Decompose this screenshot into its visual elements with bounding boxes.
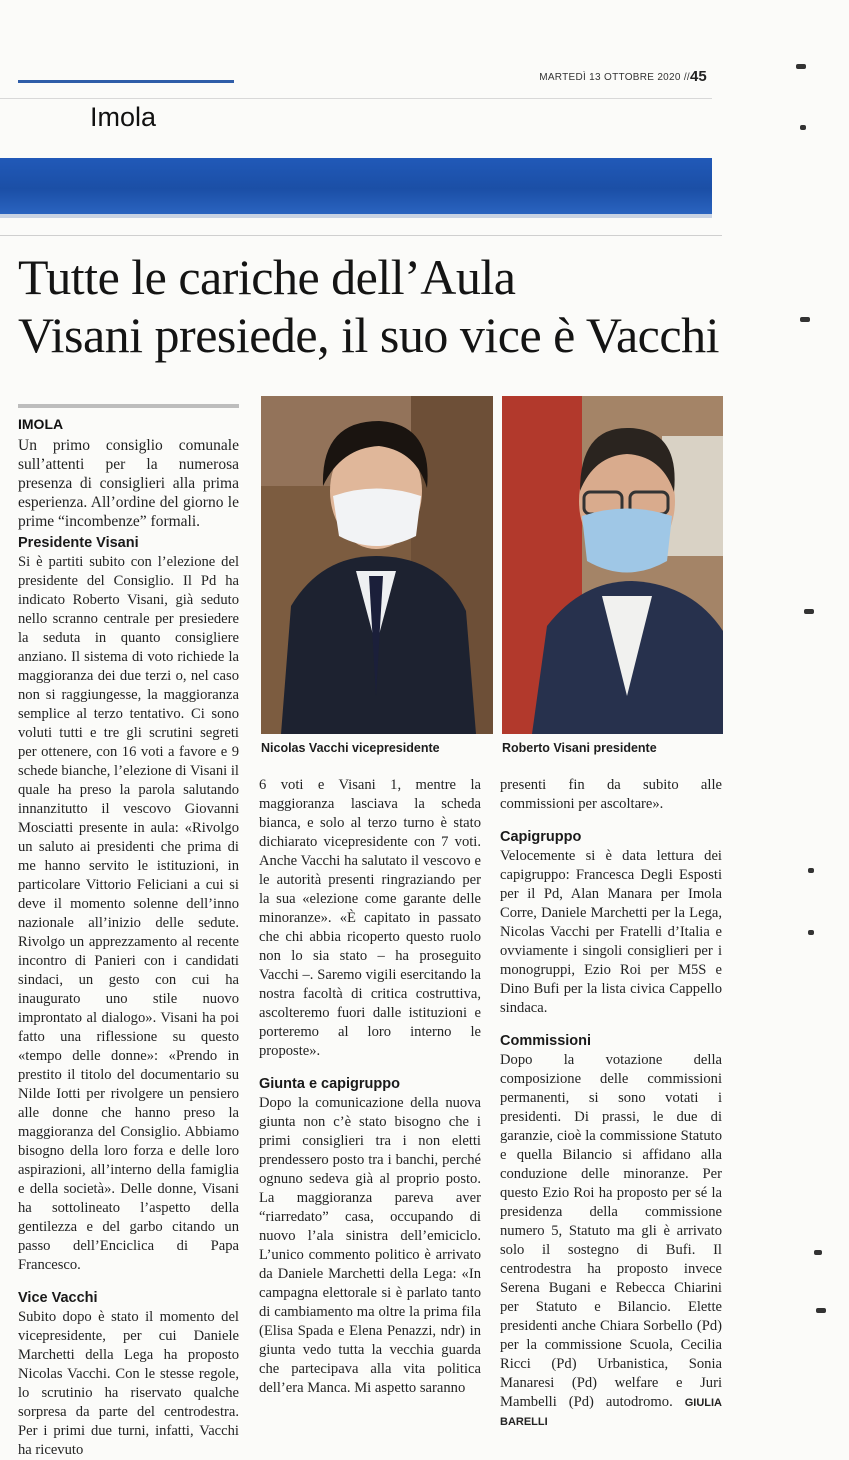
body-paragraph: Dopo la comunicazione della nuova giunta non c’è stato bisogno che i primi consiglieri tra i non eletti prendessero posto tra i banchi, perché ognuno sedeva già al proprio posto. La maggioranza pareva aver “riarredato” casa, occupando di nuovo l’ala sinistra dell’emiciclo. L’unico commento politico è arrivato da Daniele Marchetti della Lega: «In campagna elettorale si è parlato tanto di cambiamento ma oltre la prima fila (Elisa Spada e Elena Penazzi, ndr) in giunta vedo tutta la vecchia guarda che partecipava alla vita politica dell’era Manca. Mi aspetto saranno: [259, 1095, 481, 1396]
edge-mark: [796, 64, 806, 69]
edge-mark: [814, 1250, 822, 1255]
caption-visani: Roberto Visani presidente: [502, 741, 657, 755]
edge-mark: [800, 317, 810, 322]
section-title: Imola: [90, 102, 157, 132]
subhead-giunta: Giunta e capigruppo: [259, 1076, 400, 1092]
subhead-capigruppo: Capigruppo: [500, 829, 582, 845]
edge-mark: [816, 1308, 826, 1313]
photo-roberto-visani: [502, 396, 723, 734]
body-paragraph: presenti fin da subito alle commissioni per ascoltare».: [500, 777, 722, 812]
edge-mark: [804, 609, 814, 614]
issue-date: MARTEDÌ 13 OTTOBRE 2020 //: [539, 72, 690, 83]
body-paragraph: Velocemente si è data lettura dei capigruppo: Francesca Degli Esposti per il Pd, Alan Manara per Imola Corre, Daniele Marchetti per la Lega, Nicolas Vacchi per Fratelli d’Italia e ovviamente i singoli consiglieri per i monogruppi, Ezio Roi per M5S e Dino Bufi per la lista civica Cappello sindaca.: [500, 848, 722, 1016]
subhead-presidente: Presidente Visani: [18, 535, 139, 551]
headline-line-2: Visani presiede, il suo vice è Vacchi: [18, 307, 719, 363]
headline-top-rule: [0, 235, 722, 236]
commissioni-text: Dopo la votazione della composizione delle commissioni permanenti, si sono votati i presidenti. Di prassi, le due di garanzie, cioè la commissione Statuto e quella Bilancio si affidano alla conduzione delle minoranze. Per questo Ezio Roi ha proposto per sé la presidenza della commissione numero 5, Statuto ma gli è arrivato solo il sostegno di Bufi. Il centrodestra ha proposto invece Serena Bugani e Rebecca Chiarini per Statuto e Bilancio. Elette presidenti anche Chiara Sorbello (Pd) per la commissione Scuola, Cecilia Ricci (Pd) Urbanistica, Sonia Manaresi (Pd) welfare e Juri Mambelli (Pd) autodromo.: [500, 1052, 722, 1410]
band-shadow: [0, 214, 712, 218]
body-paragraph: Si è partiti subito con l’elezione del presidente del Consiglio. Il Pd ha indicato Roberto Visani, già seduto nello scranno centrale per presiedere la seduta in quanto consigliere anziano. Il sistema di voto richiede la maggioranza dei due terzi o, nel caso non si raggiungesse, la maggioranza semplice al terzo tentativo. Ci sono voluti tutti e tre gli scrutini segreti per ottenere, con 16 voti a favore e 9 schede bianche, l’elezione di Visani il quale ha preso la parola salutando innanzitutto il vescovo Giovanni Mosciatti presente in aula: «Rivolgo un saluto ai presidenti che prima di me hanno servito le istituzioni, in particolare Vittorio Feliciani a cui si deve il momento solenne dell’inno nazionale all’inizio delle sedute. Rivolgo un apprezzamento al recente incontro di Panieri con i candidati sindaci, un gesto con cui ha inaugurato uno stile nuovo improntato al dialogo». Visani ha poi fatto una riflessione su questo «tempo delle donne»: «Prendo in prestito il titolo del documentario su Nilde Iotti per rivolgere un pensiero alle donne che hanno preso la maggioranza del Consiglio. Abbiamo bisogno della loro forza e delle loro aspirazioni, all’interno della famiglia e della società». Delle donne, Visani ha sottolineato l’aspetto della gentilezza e del garbo citando un passo dell’Enciclica di Papa Francesco.: [18, 554, 239, 1273]
header-accent-rule: [18, 80, 234, 83]
author-signature: GIULIA BARELLI: [500, 1397, 722, 1428]
edge-mark: [808, 930, 814, 935]
dateline-place: IMOLA: [18, 416, 64, 432]
body-paragraph: 6 voti e Visani 1, mentre la maggioranza lasciava la scheda bianca, e solo al terzo turno è stato dichiarato vicepresidente con 7 voti. Anche Vacchi ha salutato il vescovo e le autorità presenti ringraziando per la sua «elezione come garante delle minoranze». «È capitato in passato che chi abbia ricoperto questo ruolo non lo sia stato – ha proseguito Vacchi –. Saremo vigili esercitando la nostra facoltà di critica costruttiva, ascolteremo fuori dalle istituzioni e porteremo al loro interno le proposte».: [259, 777, 481, 1059]
lead-paragraph: Un primo consiglio comunale sull’attenti per la numerosa presenza di consiglieri alla prima esperienza. All’ordine del giorno le prime “incombenze” formali.: [18, 437, 239, 530]
column-3: [500, 776, 722, 1431]
headline-line-1: Tutte le cariche dell’Aula: [18, 249, 516, 305]
column-1: [18, 534, 239, 1460]
body-paragraph: [500, 1051, 722, 1431]
body-paragraph: Subito dopo è stato il momento del vicepresidente, per cui Daniele Marchetti della Lega ha proposto Nicolas Vacchi. Con le stesse regole, lo scrutinio ha riservato qualche sorpresa da parte del centrodestra. Per i primi due turni, infatti, Vacchi ha ricevuto: [18, 1309, 239, 1458]
subhead-vice: Vice Vacchi: [18, 1290, 98, 1306]
page-number: 45: [690, 68, 707, 85]
edge-mark: [800, 125, 806, 130]
portrait-visani-image: [502, 396, 723, 734]
caption-vacchi: Nicolas Vacchi vicepresidente: [261, 741, 440, 755]
intro-rule: [18, 404, 239, 408]
headline: [18, 248, 738, 364]
header-divider: [0, 98, 712, 99]
subhead-commissioni: Commissioni: [500, 1033, 592, 1049]
section-color-band: [0, 158, 712, 214]
column-2: [259, 776, 481, 1398]
portrait-vacchi-image: [261, 396, 493, 734]
edge-mark: [808, 868, 814, 873]
photo-nicolas-vacchi: [261, 396, 493, 734]
